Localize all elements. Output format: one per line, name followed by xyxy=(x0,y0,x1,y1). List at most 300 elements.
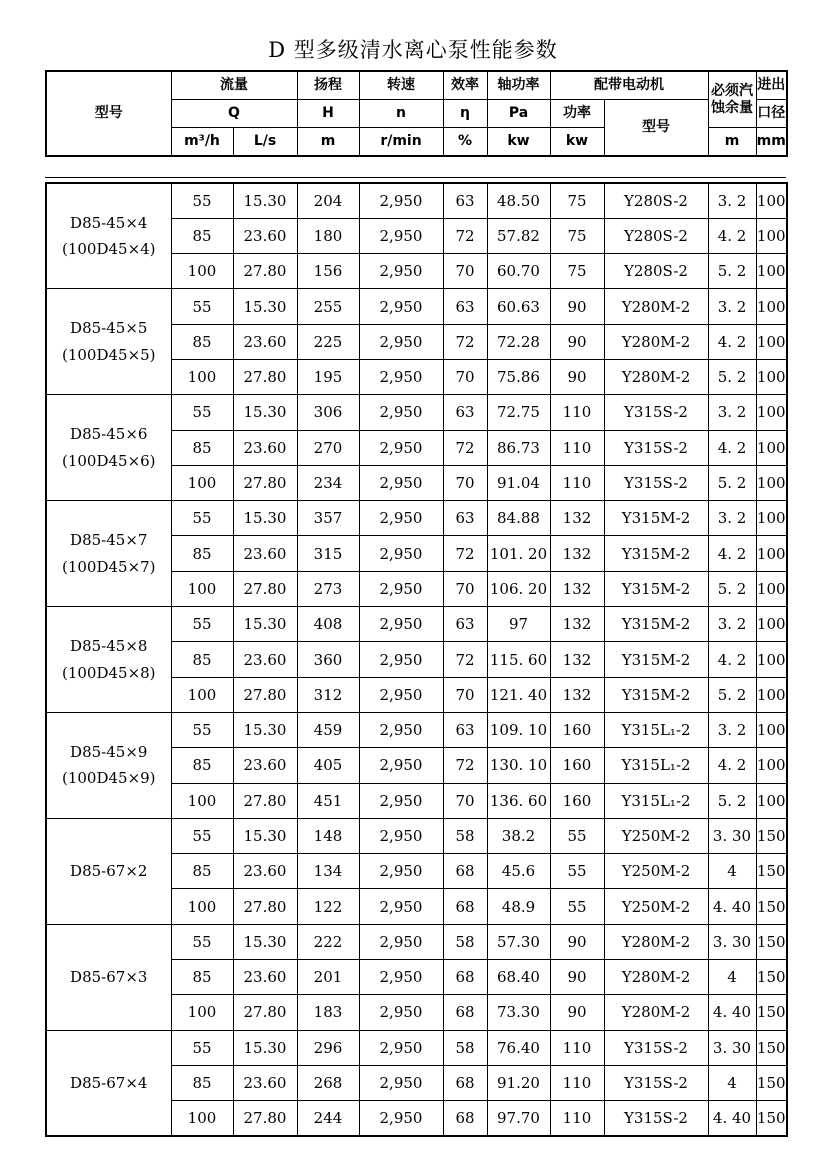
table-row xyxy=(46,712,787,747)
data-cell: 23.60 xyxy=(233,324,297,359)
data-cell: 58 xyxy=(443,924,487,959)
data-cell: 4. 2 xyxy=(708,748,756,783)
data-cell: 100 xyxy=(171,1101,233,1136)
data-cell: 4. 2 xyxy=(708,430,756,465)
data-cell: 100 xyxy=(171,677,233,712)
data-cell: 2,950 xyxy=(359,465,443,500)
data-cell: 110 xyxy=(550,1030,604,1065)
data-cell: 234 xyxy=(297,465,359,500)
data-cell: 2,950 xyxy=(359,430,443,465)
pump-model-alt-name: (100D45×4) xyxy=(61,240,156,259)
data-cell: Y280M-2 xyxy=(604,289,708,324)
data-cell: Y280M-2 xyxy=(604,324,708,359)
pump-model-name: D85-45×8 xyxy=(70,637,148,655)
data-cell: 68 xyxy=(443,889,487,924)
data-cell: 38.2 xyxy=(487,818,550,853)
data-cell: 451 xyxy=(297,783,359,818)
data-cell: 85 xyxy=(171,748,233,783)
data-cell: 100 xyxy=(756,359,787,394)
data-cell: 2,950 xyxy=(359,889,443,924)
table-row xyxy=(46,289,787,324)
pump-model-name: D85-45×9 xyxy=(70,742,148,761)
data-cell: 4. 2 xyxy=(708,536,756,571)
pump-model-cell xyxy=(46,924,171,1030)
table-row xyxy=(46,395,787,430)
data-cell: 72.75 xyxy=(487,395,550,430)
pump-model-name: D85-45×7 xyxy=(70,531,148,550)
data-cell: 90 xyxy=(550,995,604,1030)
data-cell: 2,950 xyxy=(359,712,443,747)
header-motor-power: 功率 xyxy=(550,100,604,128)
data-cell: 4. 2 xyxy=(708,642,756,677)
data-cell: 100 xyxy=(756,642,787,677)
data-cell: 27.80 xyxy=(233,359,297,394)
data-cell: 75 xyxy=(550,218,604,253)
data-cell: 97.70 xyxy=(487,1101,550,1136)
data-cell: 23.60 xyxy=(233,218,297,253)
data-cell: 3. 2 xyxy=(708,712,756,747)
data-cell: 70 xyxy=(443,571,487,606)
data-cell: 90 xyxy=(550,289,604,324)
data-cell: 27.80 xyxy=(233,783,297,818)
data-cell: 57.30 xyxy=(487,924,550,959)
data-cell: 4. 2 xyxy=(708,324,756,359)
data-cell: 27.80 xyxy=(233,1101,297,1136)
data-cell: 100 xyxy=(171,465,233,500)
data-cell: 4. 40 xyxy=(708,995,756,1030)
data-cell: Y315S-2 xyxy=(604,1101,708,1136)
header-motor-model: 型号 xyxy=(604,100,708,157)
data-cell: 2,950 xyxy=(359,748,443,783)
header-port-line2: 口径 xyxy=(756,100,787,128)
data-cell: Y280M-2 xyxy=(604,924,708,959)
data-table-body xyxy=(46,183,787,1136)
data-cell: 150 xyxy=(756,818,787,853)
data-cell: 27.80 xyxy=(233,571,297,606)
data-cell: 58 xyxy=(443,1030,487,1065)
data-cell: 23.60 xyxy=(233,1065,297,1100)
data-cell: 55 xyxy=(550,854,604,889)
data-cell: 5. 2 xyxy=(708,359,756,394)
data-cell: 3. 2 xyxy=(708,395,756,430)
data-cell: 100 xyxy=(756,571,787,606)
data-cell: Y250M-2 xyxy=(604,889,708,924)
data-cell: 100 xyxy=(756,748,787,783)
data-cell: Y280M-2 xyxy=(604,995,708,1030)
data-cell: 270 xyxy=(297,430,359,465)
data-cell: 225 xyxy=(297,324,359,359)
data-cell: 160 xyxy=(550,748,604,783)
data-cell: 2,950 xyxy=(359,395,443,430)
header-efficiency: 效率 xyxy=(443,71,487,100)
data-cell: 85 xyxy=(171,1065,233,1100)
data-cell: 2,950 xyxy=(359,536,443,571)
data-cell: 15.30 xyxy=(233,289,297,324)
data-cell: 85 xyxy=(171,854,233,889)
pump-model-name: D85-67×4 xyxy=(70,1073,148,1092)
data-cell: 201 xyxy=(297,960,359,995)
data-cell: 110 xyxy=(550,1101,604,1136)
data-cell: 23.60 xyxy=(233,430,297,465)
data-cell: Y315S-2 xyxy=(604,1030,708,1065)
data-cell: 55 xyxy=(171,1030,233,1065)
data-cell: Y250M-2 xyxy=(604,854,708,889)
data-cell: 15.30 xyxy=(233,183,297,218)
data-cell: 15.30 xyxy=(233,818,297,853)
data-cell: 312 xyxy=(297,677,359,712)
data-cell: 148 xyxy=(297,818,359,853)
header-flow-symbol: Q xyxy=(171,100,297,128)
data-cell: 100 xyxy=(756,501,787,536)
header-head-symbol: H xyxy=(297,100,359,128)
data-cell: 15.30 xyxy=(233,924,297,959)
data-cell: 2,950 xyxy=(359,854,443,889)
data-cell: 3. 2 xyxy=(708,607,756,642)
data-cell: 60.63 xyxy=(487,289,550,324)
data-cell: 2,950 xyxy=(359,324,443,359)
data-cell: 150 xyxy=(756,854,787,889)
data-cell: 106. 20 xyxy=(487,571,550,606)
data-cell: 100 xyxy=(756,430,787,465)
data-cell: 3. 30 xyxy=(708,1030,756,1065)
data-cell: 90 xyxy=(550,324,604,359)
data-cell: 63 xyxy=(443,395,487,430)
pump-model-alt-name: (100D45×5) xyxy=(61,345,156,364)
data-cell: Y315M-2 xyxy=(604,607,708,642)
data-cell: 150 xyxy=(756,1030,787,1065)
data-cell: 4 xyxy=(708,960,756,995)
pump-model-cell xyxy=(46,183,171,289)
table-row xyxy=(46,818,787,853)
pump-model-cell xyxy=(46,607,171,713)
data-cell: 150 xyxy=(756,889,787,924)
data-cell: 58 xyxy=(443,818,487,853)
data-cell: 2,950 xyxy=(359,607,443,642)
data-cell: 68.40 xyxy=(487,960,550,995)
data-cell: 55 xyxy=(171,924,233,959)
data-cell: 109. 10 xyxy=(487,712,550,747)
data-cell: 2,950 xyxy=(359,218,443,253)
data-cell: 15.30 xyxy=(233,501,297,536)
data-cell: 5. 2 xyxy=(708,571,756,606)
data-cell: 86.73 xyxy=(487,430,550,465)
data-cell: 91.04 xyxy=(487,465,550,500)
data-cell: 60.70 xyxy=(487,254,550,289)
data-cell: 4. 40 xyxy=(708,889,756,924)
data-cell: 132 xyxy=(550,536,604,571)
data-cell: 72 xyxy=(443,324,487,359)
data-cell: 73.30 xyxy=(487,995,550,1030)
data-cell: 110 xyxy=(550,1065,604,1100)
data-cell: 2,950 xyxy=(359,642,443,677)
data-cell: Y315S-2 xyxy=(604,465,708,500)
data-cell: 85 xyxy=(171,324,233,359)
data-cell: 27.80 xyxy=(233,254,297,289)
data-cell: 63 xyxy=(443,607,487,642)
header-npsh-line2: 蚀余量 xyxy=(711,99,753,116)
data-cell: 15.30 xyxy=(233,1030,297,1065)
data-cell: Y315M-2 xyxy=(604,501,708,536)
data-cell: 110 xyxy=(550,430,604,465)
data-cell: 100 xyxy=(756,395,787,430)
header-flow-unit-ls: L/s xyxy=(233,128,297,157)
data-cell: 27.80 xyxy=(233,889,297,924)
data-cell: 84.88 xyxy=(487,501,550,536)
header-flow: 流量 xyxy=(171,71,297,100)
header-head-unit: m xyxy=(297,128,359,157)
data-cell: 23.60 xyxy=(233,960,297,995)
data-cell: 4. 40 xyxy=(708,1101,756,1136)
header-shaft-power-unit: kw xyxy=(487,128,550,157)
data-cell: 3. 2 xyxy=(708,183,756,218)
data-cell: 75 xyxy=(550,254,604,289)
table-row xyxy=(46,1030,787,1065)
data-cell: 63 xyxy=(443,501,487,536)
header-npsh xyxy=(708,71,756,128)
header-shaft-power-symbol: Pa xyxy=(487,100,550,128)
data-cell: 2,950 xyxy=(359,501,443,536)
data-cell: 100 xyxy=(756,536,787,571)
header-speed-unit: r/min xyxy=(359,128,443,157)
data-cell: 15.30 xyxy=(233,712,297,747)
data-cell: 48.9 xyxy=(487,889,550,924)
data-cell: 459 xyxy=(297,712,359,747)
data-cell: 72 xyxy=(443,748,487,783)
data-cell: 315 xyxy=(297,536,359,571)
data-cell: 150 xyxy=(756,960,787,995)
data-cell: 132 xyxy=(550,571,604,606)
data-cell: 180 xyxy=(297,218,359,253)
data-cell: 90 xyxy=(550,960,604,995)
data-cell: 273 xyxy=(297,571,359,606)
data-cell: 132 xyxy=(550,501,604,536)
header-speed-symbol: n xyxy=(359,100,443,128)
data-cell: 100 xyxy=(756,712,787,747)
pump-model-cell xyxy=(46,1030,171,1136)
data-cell: 15.30 xyxy=(233,395,297,430)
data-cell: 150 xyxy=(756,1065,787,1100)
data-cell: 110 xyxy=(550,395,604,430)
data-cell: 63 xyxy=(443,183,487,218)
data-cell: 63 xyxy=(443,712,487,747)
data-cell: 100 xyxy=(171,359,233,394)
data-table xyxy=(45,182,788,1137)
page-title: D 型多级清水离心泵性能参数 xyxy=(268,38,558,62)
data-cell: 55 xyxy=(171,183,233,218)
data-cell: 55 xyxy=(171,607,233,642)
data-cell: 70 xyxy=(443,677,487,712)
data-cell: 150 xyxy=(756,995,787,1030)
data-cell: 70 xyxy=(443,254,487,289)
data-cell: 2,950 xyxy=(359,289,443,324)
data-cell: 55 xyxy=(171,395,233,430)
data-cell: 91.20 xyxy=(487,1065,550,1100)
data-cell: 5. 2 xyxy=(708,254,756,289)
data-cell: Y315L₁-2 xyxy=(604,783,708,818)
data-cell: 122 xyxy=(297,889,359,924)
data-cell: 97 xyxy=(487,607,550,642)
data-cell: Y280M-2 xyxy=(604,960,708,995)
data-cell: 296 xyxy=(297,1030,359,1065)
data-cell: 306 xyxy=(297,395,359,430)
data-cell: 150 xyxy=(756,1101,787,1136)
header-pump-model: 型号 xyxy=(46,71,171,156)
data-cell: 27.80 xyxy=(233,465,297,500)
header-efficiency-unit: % xyxy=(443,128,487,157)
data-cell: Y315S-2 xyxy=(604,430,708,465)
pump-model-name: D85-45×6 xyxy=(70,425,148,444)
data-cell: 5. 2 xyxy=(708,783,756,818)
data-cell: 100 xyxy=(171,995,233,1030)
data-cell: 2,950 xyxy=(359,783,443,818)
data-cell: 408 xyxy=(297,607,359,642)
table-row xyxy=(46,501,787,536)
data-cell: 85 xyxy=(171,536,233,571)
data-cell: 183 xyxy=(297,995,359,1030)
data-cell: 68 xyxy=(443,960,487,995)
pump-model-cell xyxy=(46,289,171,395)
data-cell: 75.86 xyxy=(487,359,550,394)
data-cell: 90 xyxy=(550,924,604,959)
header-npsh-line1: 必须汽 xyxy=(711,83,753,100)
data-cell: 100 xyxy=(756,324,787,359)
data-cell: 72 xyxy=(443,218,487,253)
data-cell: 27.80 xyxy=(233,995,297,1030)
data-cell: 115. 60 xyxy=(487,642,550,677)
data-cell: 3. 2 xyxy=(708,501,756,536)
data-cell: 100 xyxy=(756,465,787,500)
table-row xyxy=(46,924,787,959)
data-cell: 23.60 xyxy=(233,642,297,677)
pump-model-alt-name: (100D45×7) xyxy=(61,557,156,576)
data-cell: 100 xyxy=(171,889,233,924)
data-cell: 134 xyxy=(297,854,359,889)
data-cell: 2,950 xyxy=(359,924,443,959)
data-cell: 100 xyxy=(756,183,787,218)
data-cell: 23.60 xyxy=(233,536,297,571)
data-cell: 4 xyxy=(708,1065,756,1100)
data-cell: 72 xyxy=(443,536,487,571)
data-cell: 195 xyxy=(297,359,359,394)
data-cell: Y280M-2 xyxy=(604,359,708,394)
data-cell: 2,950 xyxy=(359,960,443,995)
data-cell: 100 xyxy=(756,289,787,324)
pump-model-alt-name: (100D45×9) xyxy=(61,769,156,788)
data-cell: 85 xyxy=(171,960,233,995)
data-cell: 55 xyxy=(550,818,604,853)
data-cell: 72.28 xyxy=(487,324,550,359)
data-cell: 23.60 xyxy=(233,854,297,889)
data-cell: 132 xyxy=(550,642,604,677)
data-cell: 85 xyxy=(171,642,233,677)
data-cell: 204 xyxy=(297,183,359,218)
data-cell: 85 xyxy=(171,218,233,253)
data-cell: 100 xyxy=(756,607,787,642)
data-cell: 357 xyxy=(297,501,359,536)
data-cell: 70 xyxy=(443,783,487,818)
data-cell: 4. 2 xyxy=(708,218,756,253)
data-cell: 55 xyxy=(171,289,233,324)
data-cell: 68 xyxy=(443,854,487,889)
data-cell: 55 xyxy=(171,712,233,747)
data-cell: 2,950 xyxy=(359,1101,443,1136)
data-cell: 268 xyxy=(297,1065,359,1100)
data-cell: 222 xyxy=(297,924,359,959)
data-cell: Y315S-2 xyxy=(604,1065,708,1100)
data-cell: 68 xyxy=(443,995,487,1030)
data-cell: 55 xyxy=(550,889,604,924)
data-cell: Y315M-2 xyxy=(604,571,708,606)
data-cell: 48.50 xyxy=(487,183,550,218)
data-cell: 2,950 xyxy=(359,571,443,606)
data-cell: 72 xyxy=(443,642,487,677)
data-cell: 55 xyxy=(171,818,233,853)
data-cell: 3. 2 xyxy=(708,289,756,324)
data-cell: 2,950 xyxy=(359,183,443,218)
data-cell: Y315L₁-2 xyxy=(604,712,708,747)
data-cell: 2,950 xyxy=(359,359,443,394)
data-cell: 15.30 xyxy=(233,607,297,642)
data-cell: Y315M-2 xyxy=(604,536,708,571)
data-cell: 70 xyxy=(443,465,487,500)
data-cell: Y315M-2 xyxy=(604,677,708,712)
data-cell: 244 xyxy=(297,1101,359,1136)
data-cell: 2,950 xyxy=(359,818,443,853)
divider-line xyxy=(45,177,786,178)
header-shaft-power: 轴功率 xyxy=(487,71,550,100)
data-cell: 76.40 xyxy=(487,1030,550,1065)
header-flow-unit-m3h: m³/h xyxy=(171,128,233,157)
data-cell: 75 xyxy=(550,183,604,218)
header-motor: 配带电动机 xyxy=(550,71,708,100)
data-cell: 156 xyxy=(297,254,359,289)
data-cell: 101. 20 xyxy=(487,536,550,571)
data-cell: 405 xyxy=(297,748,359,783)
data-cell: 5. 2 xyxy=(708,677,756,712)
data-cell: 150 xyxy=(756,924,787,959)
data-cell: Y315M-2 xyxy=(604,642,708,677)
header-efficiency-symbol: η xyxy=(443,100,487,128)
data-cell: 5. 2 xyxy=(708,465,756,500)
data-cell: 27.80 xyxy=(233,677,297,712)
data-cell: 132 xyxy=(550,607,604,642)
data-cell: 23.60 xyxy=(233,748,297,783)
header-row-1 xyxy=(46,71,787,100)
data-cell: 160 xyxy=(550,712,604,747)
data-cell: 3. 30 xyxy=(708,924,756,959)
data-cell: 72 xyxy=(443,430,487,465)
data-cell: Y280S-2 xyxy=(604,218,708,253)
data-cell: 68 xyxy=(443,1065,487,1100)
data-cell: 160 xyxy=(550,783,604,818)
data-cell: 90 xyxy=(550,359,604,394)
data-cell: Y315S-2 xyxy=(604,395,708,430)
header-table xyxy=(45,70,788,157)
data-cell: 100 xyxy=(756,218,787,253)
header-head: 扬程 xyxy=(297,71,359,100)
table-row xyxy=(46,607,787,642)
data-cell: 100 xyxy=(756,783,787,818)
data-cell: Y280S-2 xyxy=(604,254,708,289)
pump-model-name: D85-67×2 xyxy=(70,862,148,881)
table-row xyxy=(46,183,787,218)
data-cell: 70 xyxy=(443,359,487,394)
pump-model-cell xyxy=(46,501,171,607)
data-cell: 132 xyxy=(550,677,604,712)
data-cell: 130. 10 xyxy=(487,748,550,783)
header-speed: 转速 xyxy=(359,71,443,100)
data-cell: 100 xyxy=(171,571,233,606)
